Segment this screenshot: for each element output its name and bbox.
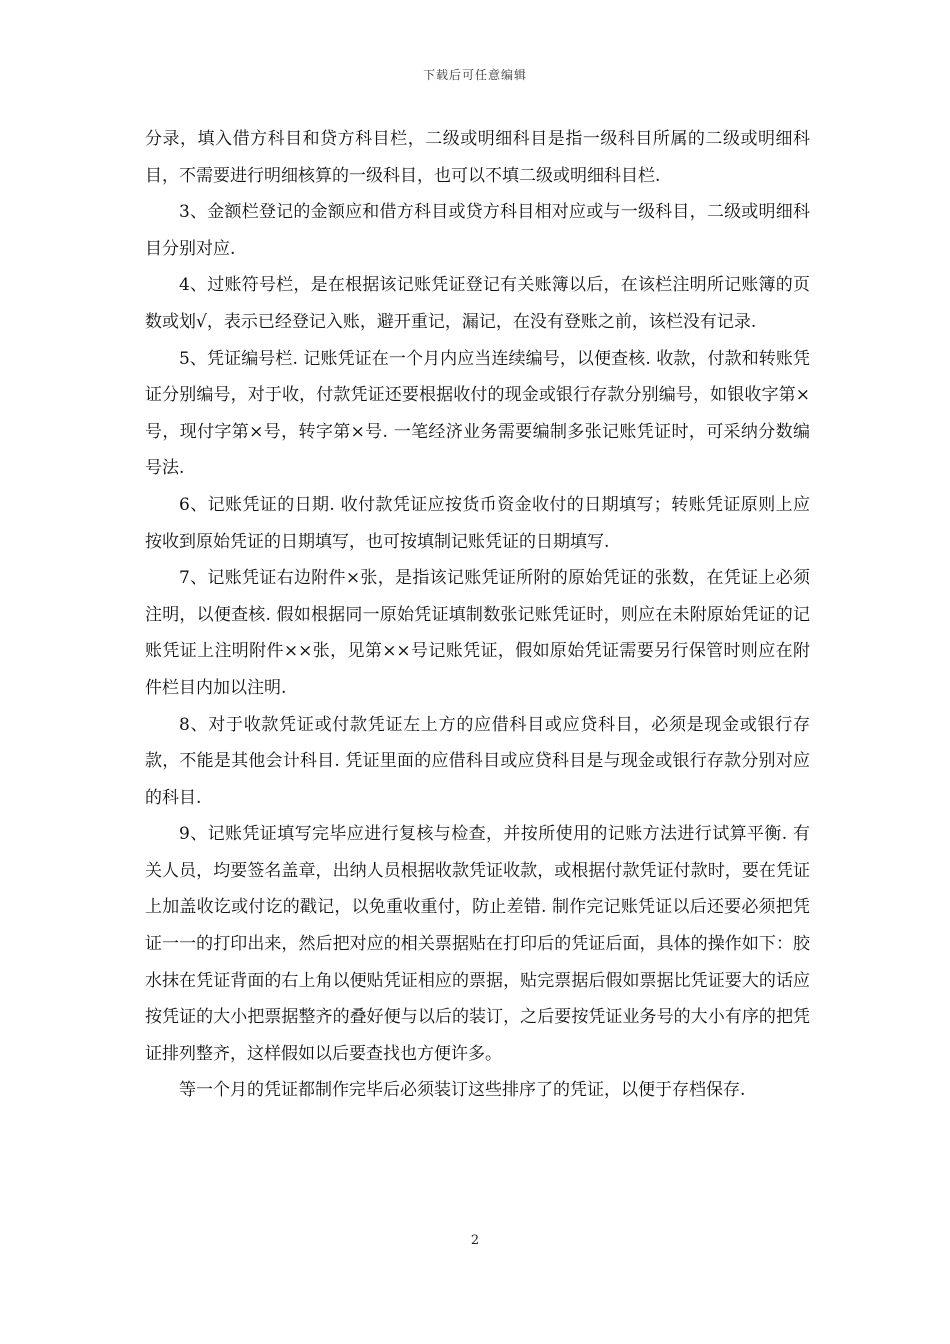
paragraph-item-9: 9、记账凭证填写完毕应进行复核与检查，并按所使用的记账方法进行试算平衡. 有关人员，均要签名盖章，出纳人员根据收款凭证收款，或根据付款凭证付款时，要在凭证上加盖收讫或付讫的戳记，以免重收重付，防止差错. 制作完记账凭证以后还要必须把凭证一一的打印出来，然后把对应的相关票据贴在打印后的凭证后面，具体的操作如下：胶水抹在凭证背面的右上角以便贴凭证相应的票据，贴完票据后假如票据比凭证要大的话应按凭证的大小把票据整齐的叠好便与以后的装订，之后要按凭证业务号的大小有序的把凭证排列整齐，这样假如以后要查找也方便许多。: [145, 824, 810, 1064]
document-body: [145, 121, 810, 1109]
paragraph-continuation: 分录，填入借方科目和贷方科目栏，二级或明细科目是指一级科目所属的二级或明细科目，不需要进行明细核算的一级科目，也可以不填二级或明细科目栏.: [145, 129, 810, 186]
page-number: 2: [470, 1233, 480, 1248]
paragraph-item-4: 4、过账符号栏，是在根据该记账凭证登记有关账簿以后，在该栏注明所记账簿的页数或划√，表示已经登记入账，避开重记，漏记，在没有登账之前，该栏没有记录.: [145, 275, 810, 332]
page-header: 下载后可任意编辑: [422, 68, 527, 82]
paragraph-item-7: 7、记账凭证右边附件×张，是指该记账凭证所附的原始凭证的张数，在凭证上必须注明，以便查核. 假如根据同一原始凭证填制数张记账凭证时，则应在未附原始凭证的记账凭证上注明附件××张，见第××号记账凭证，假如原始凭证需要另行保管时则应在附件栏目内加以注明.: [145, 568, 810, 698]
paragraph-item-8: 8、对于收款凭证或付款凭证左上方的应借科目或应贷科目，必须是现金或银行存款，不能是其他会计科目. 凭证里面的应借科目或应贷科目是与现金或银行存款分别对应的科目.: [145, 714, 810, 808]
paragraph-item-3: 3、金额栏登记的金额应和借方科目或贷方科目相对应或与一级科目，二级或明细科目分别对应.: [145, 202, 810, 259]
paragraph-closing: 等一个月的凭证都制作完毕后必须装订这些排序了的凭证，以便于存档保存.: [179, 1080, 746, 1101]
paragraph-item-6: 6、记账凭证的日期. 收付款凭证应按货币资金收付的日期填写；转账凭证原则上应按收到原始凭证的日期填写，也可按填制记账凭证的日期填写.: [145, 494, 810, 552]
paragraph-item-5: 5、凭证编号栏. 记账凭证在一个月内应当连续编号，以便查核. 收款，付款和转账凭证分别编号，对于收，付款凭证还要根据收付的现金或银行存款分别编号，如银收字第×号，现付字第×号，转字第×号. 一笔经济业务需要编制多张记账凭证时，可采纳分数编号法.: [145, 348, 810, 479]
